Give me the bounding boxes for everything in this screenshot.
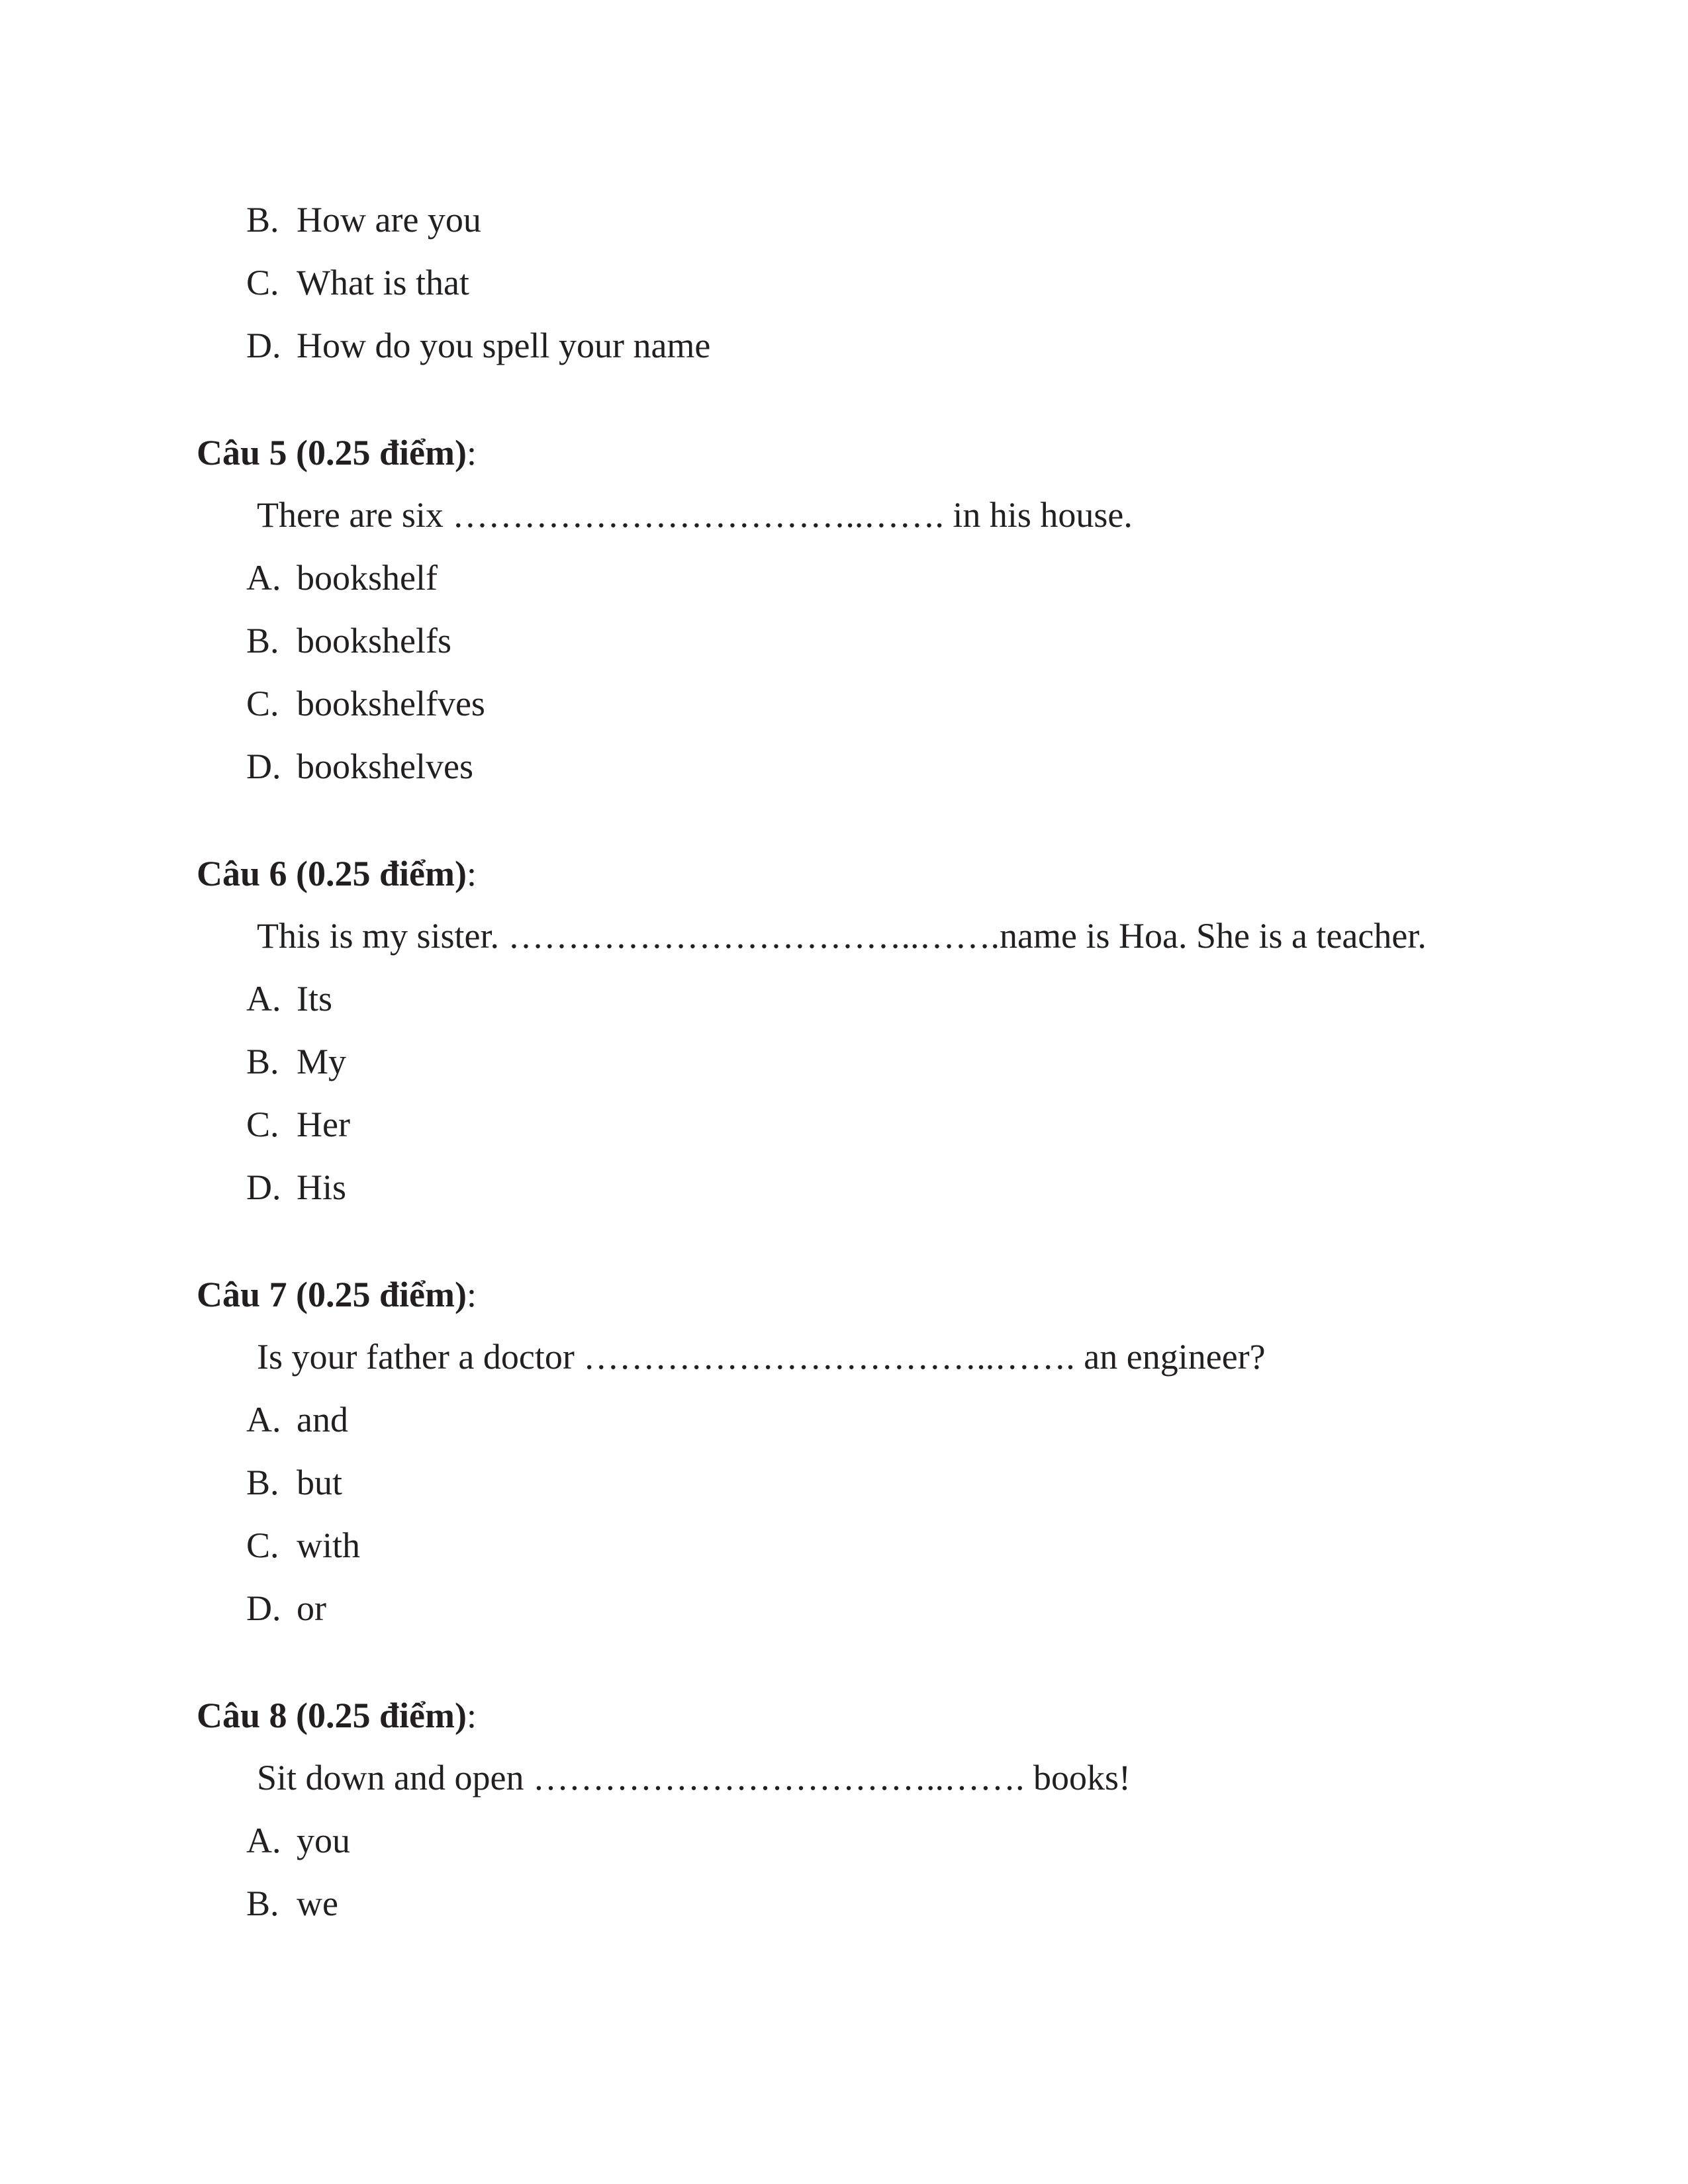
option-letter: C. xyxy=(246,263,279,302)
option-text: My xyxy=(297,1042,347,1081)
option-text: with xyxy=(297,1525,361,1565)
q5-option-b xyxy=(246,621,451,660)
option-text: you xyxy=(297,1821,350,1860)
q6-colon: : xyxy=(466,854,477,893)
q4-option-d xyxy=(246,326,710,365)
q5-option-c xyxy=(246,684,485,723)
option-letter: A. xyxy=(246,1821,281,1860)
option-text: Her xyxy=(297,1105,350,1144)
q5-stem: There are six ……………………………..……. in his house. xyxy=(257,495,1133,535)
q7-option-b xyxy=(246,1463,342,1502)
q8-option-b xyxy=(246,1884,338,1923)
q7-stem: Is your father a doctor ……………………………..……. an engineer? xyxy=(257,1337,1266,1377)
option-text: and xyxy=(297,1400,348,1439)
option-text: but xyxy=(297,1463,343,1502)
q6-option-b xyxy=(246,1042,346,1081)
q6-option-d xyxy=(246,1167,346,1207)
option-letter: A. xyxy=(246,1400,281,1439)
option-letter: D. xyxy=(246,1588,281,1628)
option-letter: B. xyxy=(246,621,279,660)
option-text: What is that xyxy=(297,263,469,302)
option-text: How are you xyxy=(297,200,481,240)
option-letter: A. xyxy=(246,558,281,598)
option-letter: C. xyxy=(246,1525,279,1565)
q8-heading xyxy=(197,1696,477,1735)
q5-title: Câu 5 (0.25 điểm) xyxy=(197,433,467,473)
option-text: His xyxy=(297,1167,347,1207)
option-letter: B. xyxy=(246,1884,279,1923)
q8-option-a xyxy=(246,1821,350,1860)
q5-option-a xyxy=(246,558,438,598)
option-letter: B. xyxy=(246,1042,279,1081)
q6-option-c xyxy=(246,1105,350,1144)
q4-option-c xyxy=(246,263,469,302)
option-letter: B. xyxy=(246,1463,279,1502)
option-text: we xyxy=(297,1884,338,1923)
q8-stem: Sit down and open ……………………………..……. books! xyxy=(257,1758,1131,1797)
q5-option-d xyxy=(246,747,473,786)
q6-stem: This is my sister. ……………………………..…….name is Hoa. She is a teacher. xyxy=(257,916,1427,956)
q7-option-d xyxy=(246,1588,326,1628)
option-text: Its xyxy=(297,979,332,1019)
q6-option-a xyxy=(246,979,332,1019)
option-text: bookshelf xyxy=(297,558,438,598)
q6-heading xyxy=(197,854,477,893)
option-letter: D. xyxy=(246,747,281,786)
q7-colon: : xyxy=(466,1275,477,1314)
q5-colon: : xyxy=(466,433,477,473)
q4-option-b xyxy=(246,200,481,240)
option-letter: D. xyxy=(246,326,281,365)
option-letter: A. xyxy=(246,979,281,1019)
option-letter: C. xyxy=(246,1105,279,1144)
q7-heading xyxy=(197,1275,477,1314)
q5-heading xyxy=(197,433,477,473)
option-letter: B. xyxy=(246,200,279,240)
option-text: or xyxy=(297,1588,326,1628)
option-letter: D. xyxy=(246,1167,281,1207)
q6-title: Câu 6 (0.25 điểm) xyxy=(197,854,467,893)
q8-title: Câu 8 (0.25 điểm) xyxy=(197,1696,467,1735)
option-text: How do you spell your name xyxy=(297,326,711,365)
q7-option-a xyxy=(246,1400,348,1439)
option-letter: C. xyxy=(246,684,279,723)
q7-title: Câu 7 (0.25 điểm) xyxy=(197,1275,467,1314)
option-text: bookshelfs xyxy=(297,621,451,660)
option-text: bookshelfves xyxy=(297,684,485,723)
q7-option-c xyxy=(246,1525,360,1565)
option-text: bookshelves xyxy=(297,747,473,786)
q8-colon: : xyxy=(466,1696,477,1735)
